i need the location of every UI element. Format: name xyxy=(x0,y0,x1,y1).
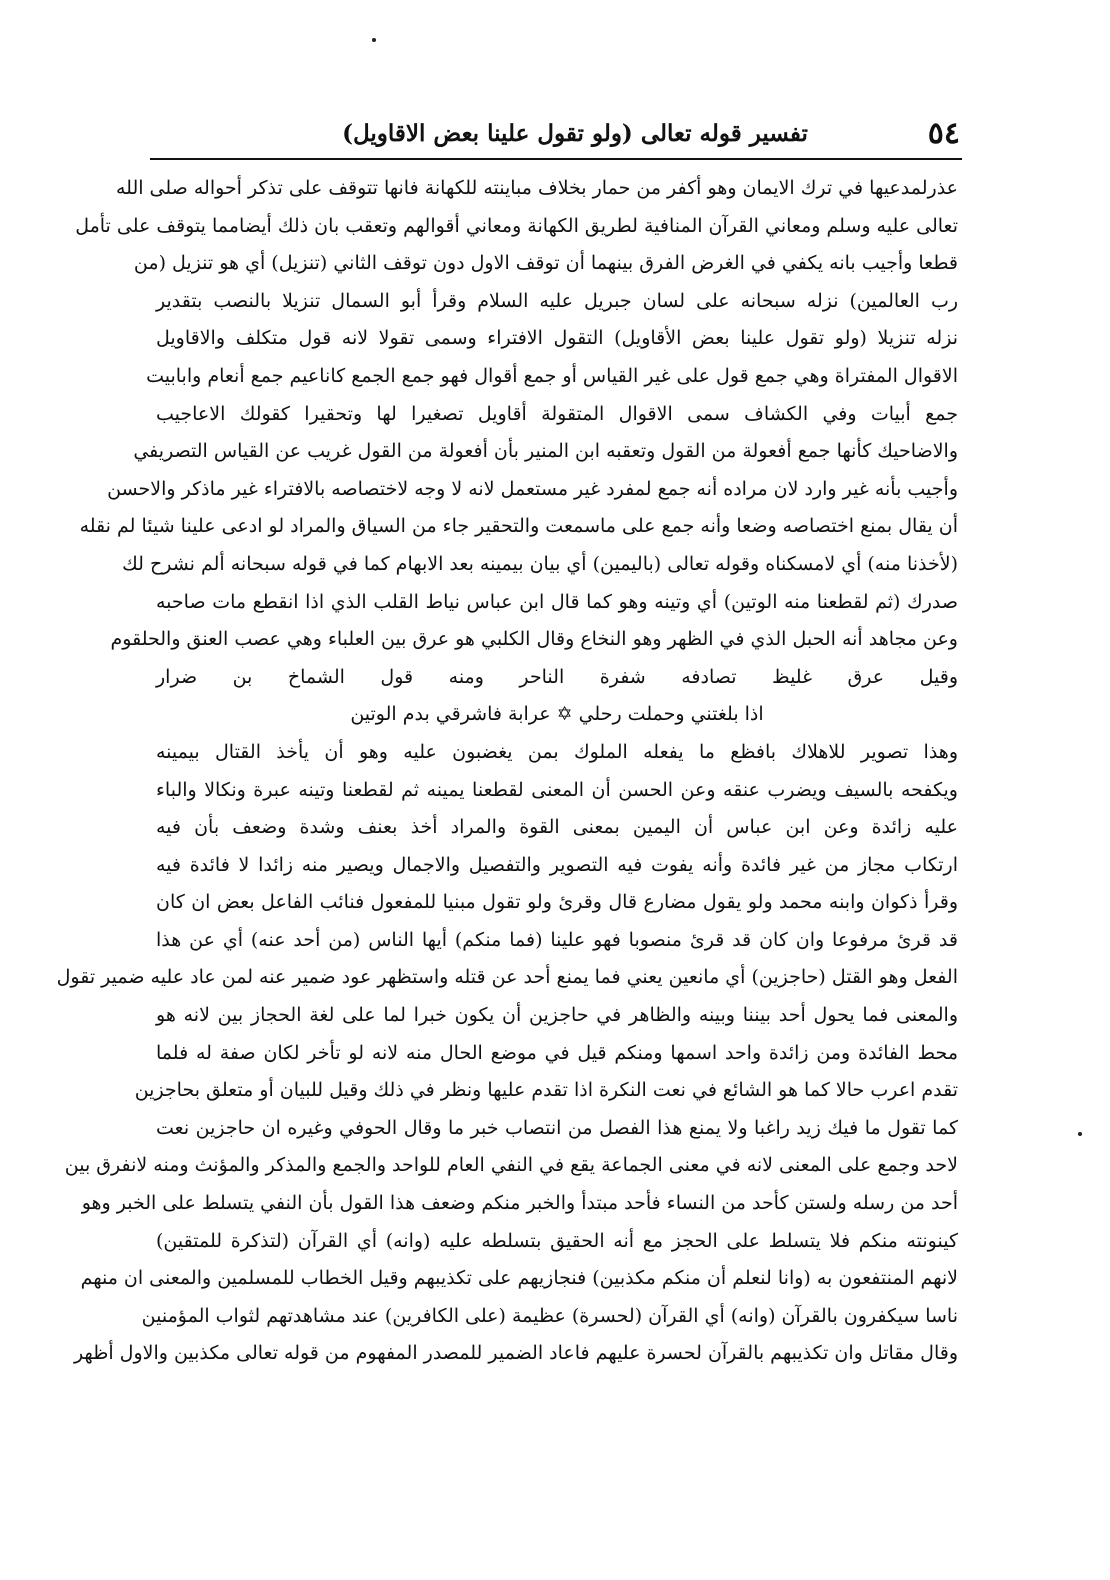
text-line: عذرلمدعيها في ترك الايمان وهو أكفر من حمار بخلاف مباينته للكهانة فانها تتوقف على تذكر أحواله صلى الله xyxy=(115,177,958,199)
text-line: (لأخذنا منه) أي لامسكناه وقوله تعالى (باليمين) أي بيان بيمينه بعد الابهام كما في قوله سبحانه ألم نشرح لك xyxy=(122,552,958,575)
body-text xyxy=(56,170,958,1560)
text-line: والاضاحيك كأنها جمع أفعولة من القول وتعقبه ابن المنير بأن أفعولة من القول غريب عن القياس التصريفي xyxy=(133,440,958,463)
text-line: قد قرئ مرفوعا وان كان قد قرئ منصوبا فهو علينا (فما منكم) أيها الناس (من أحد عنه) أي عن هذا xyxy=(156,928,958,951)
page-number: ٥٤ xyxy=(927,116,960,151)
text-line: صدرك (ثم لقطعنا منه الوتين) أي وتينه وهو كما قال ابن عباس نياط القلب الذي اذا انقطع مات صاحبه xyxy=(156,590,958,613)
text-line: لاحد وجمع على المعنى لانه في معنى الجماعة يقع في النفي العام للواحد والجمع والمذكر والمؤنث ومنه لانفرق بين xyxy=(64,1154,958,1177)
text-line: قطعا وأجيب بانه يكفي في الغرض الفرق بينهما أن توقف الاول دون توقف الثاني (تنزيل) أي هو تنزيل (من xyxy=(133,252,958,275)
header-rule xyxy=(150,158,962,160)
text-line: عليه زائدة وعن ابن عباس أن اليمين بمعنى القوة والمراد أخذ بعنف وشدة وضعف بأن فيه xyxy=(156,816,958,839)
text-line: كينونته منكم فلا يتسلط على الحجز مع أنه الحقيق بتسلطه عليه (وانه) أي القرآن (لتذكرة للمتقين) xyxy=(156,1229,958,1252)
text-line: وقرأ ذكوان وابنه محمد ولو يقول مضارع قال وقرئ ولو تقول مبنيا للمفعول فنائب الفاعل بعض ان كان xyxy=(156,891,958,914)
text-line: وقال مقاتل وان تكذيبهم بالقرآن لحسرة عليهم فاعاد الضمير للمصدر المفهوم من قوله تعالى مكذبين والاول أظهر xyxy=(73,1342,958,1365)
text-line: وعن مجاهد أنه الحبل الذي في الظهر وهو النخاع وقال الكلبي هو عرق بين العلباء وهي عصب العنق والحلقوم xyxy=(110,628,958,651)
text-line: رب العالمين) نزله سبحانه على لسان جبريل عليه السلام وقرأ أبو السمال تنزيلا بالنصب بتقدير xyxy=(156,289,958,312)
text-line: كما تقول ما فيك زيد راغبا ولا يمنع هذا الفصل من انتصاب خبر ما وقال الحوفي وغيره ان حاجزين نعت xyxy=(156,1116,958,1139)
text-line: تقدم اعرب حالا كما هو الشائع في نعت النكرة اذا تقدم عليها ونظر في ذلك وقيل للبيان أو متعلق بحاجزين xyxy=(134,1079,958,1102)
text-line: وقيل عرق غليظ تصادفه شفرة الناحر ومنه قول الشماخ بن ضرار xyxy=(156,665,958,688)
text-line: ارتكاب مجاز من غير فائدة وأنه يفوت فيه التصوير والتفصيل والاجمال ويصير منه زائدا لا فائدة فيه xyxy=(156,853,958,876)
text-line: الاقوال المفتراة وهي جمع قول على غير القياس أو جمع أقوال فهو جمع الجمع كاناعيم جمع أنعام وابابيت xyxy=(146,364,958,387)
text-line: تعالى عليه وسلم ومعاني القرآن المنافية لطريق الكهانة ومعاني أقوالهم وتعقب بان ذلك أيضامما يتوقف على تأمل xyxy=(75,214,958,237)
text-line: الفعل وهو القتل (حاجزين) أي مانعين يعني فما يمنع أحد عن قتله واستظهر عود ضمير عنه لمن عاد عليه ضمير تقول xyxy=(56,966,958,989)
text-line: ويكفحه بالسيف ويضرب عنقه وعن الحسن أن المعنى لقطعنا يمينه ثم لقطعنا وتينه عبرة ونكالا والباء xyxy=(156,778,958,801)
scan-speck xyxy=(1078,1132,1082,1136)
text-line: محط الفائدة ومن زائدة واحد اسمها ومنكم قيل في موضع الحال منه لانه لو تأخر لكان صفة له فلما xyxy=(156,1041,958,1064)
text-line: أن يقال بمنع اختصاصه وضعا وأنه جمع على ماسمعت والتحقير جاء من السياق والمراد لو ادعى علينا شيئا لم نقله xyxy=(79,515,958,538)
text-line: أحد من رسله ولستن كأحد من النساء فأحد مبتدأ والخبر منكم وضعف هذا القول بأن النفي يتسلط على الخبر وهو xyxy=(81,1192,958,1215)
running-title: تفسير قوله تعالى (ولو تقول علينا بعض الاقاويل) xyxy=(342,120,808,147)
text-line: لانهم المنتفعون به (وانا لنعلم أن منكم مكذبين) فنجازيهم على تكذيبهم وقيل الخطاب للمسلمين والمعنى ان منهم xyxy=(80,1267,958,1290)
text-line: ناسا سيكفرون بالقرآن (وانه) أي القرآن (لحسرة) عظيمة (على الكافرين) عند مشاهدتهم لثواب المؤمنين xyxy=(141,1304,958,1327)
text-line: جمع أبيات وفي الكشاف سمى الاقوال المتقولة أقاويل تصغيرا لها وتحقيرا كقولك الاعاجيب xyxy=(156,402,958,425)
scan-speck xyxy=(372,38,376,42)
text-line: وهذا تصوير للاهلاك بافظع ما يفعله الملوك بمن يغضبون عليه وهو أن يأخذ القتال بيمينه xyxy=(156,740,958,763)
verse-line: اذا بلغتني وحملت رحلي ✡ عرابة فاشرقي بدم الوتين xyxy=(350,703,764,726)
text-line: والمعنى فما يحول أحد بيننا وبينه والظاهر في حاجزين أن يكون خبرا لما على لغة الحجاز بين لانه هو xyxy=(156,1004,958,1027)
text-line: نزله تنزيلا (ولو تقول علينا بعض الأقاويل) التقول الافتراء وسمى تقولا لانه قول متكلف والاقاويل xyxy=(156,327,958,350)
text-line: وأجيب بأنه غير وارد لان مراده أنه جمع لمفرد غير مستعمل لانه لا وجه لاختصاصه بالافتراء غير ماذكر والاحسن xyxy=(107,477,958,500)
page-header xyxy=(150,114,960,154)
